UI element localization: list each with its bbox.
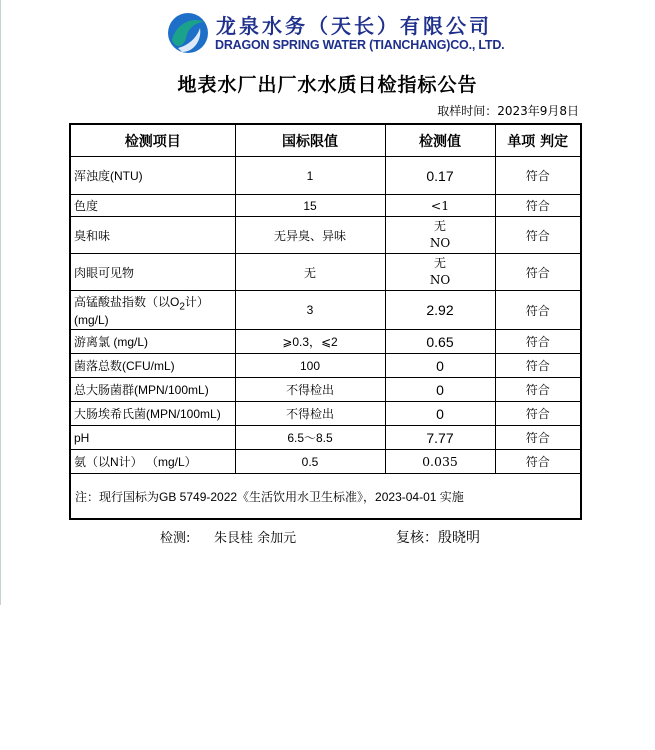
item-e-coli: 大肠埃希氏菌(MPN/100mL) [70, 402, 235, 426]
item-subscript: 2 [179, 301, 185, 313]
item-visible-matter: 肉眼可见物 [70, 254, 235, 291]
dragon-logo-icon [166, 10, 210, 56]
judge-cell: 符合 [495, 217, 581, 254]
item-chroma: 色度 [70, 195, 235, 217]
item-ammonia: 氨（以N计） （mg/L） [70, 450, 235, 474]
limit-cell: 无异臭、异味 [235, 217, 385, 254]
judge-cell: 符合 [495, 254, 581, 291]
table-row [70, 402, 581, 426]
item-text-end: 计） [184, 295, 209, 310]
header-item: 检测项目 [70, 124, 235, 157]
value-cn: 无 [433, 219, 446, 233]
limit-cell: 6.5～8.5 [235, 426, 385, 450]
value-cell: 0 [385, 378, 495, 402]
table-row [70, 254, 581, 291]
company-logo [166, 8, 505, 58]
limit-cell: 不得检出 [235, 402, 385, 426]
table-row [70, 426, 581, 450]
limit-cell: ⩾0.3，⩽2 [235, 330, 385, 354]
item-free-chlorine: 游离氯 (mg/L) [70, 330, 235, 354]
value-cell: 2.92 [385, 291, 495, 330]
table-row [70, 378, 581, 402]
limit-cell: 15 [235, 195, 385, 217]
sample-date: 取样时间：2023年9月8日 [437, 104, 579, 118]
company-name-cn: 龙泉水务（天长）有限公司 [216, 14, 492, 38]
limit-cell: 0.5 [235, 450, 385, 474]
value-en: NO [429, 236, 451, 250]
inspector-names: 朱艮桂 余加元 [214, 531, 297, 546]
table-row [70, 330, 581, 354]
water-quality-table [69, 123, 582, 520]
item-total-coliform: 总大肠菌群(MPN/100mL) [70, 378, 235, 402]
limit-cell: 1 [235, 157, 385, 195]
judge-cell: 符合 [495, 402, 581, 426]
header-judge: 单项 判定 [495, 124, 581, 157]
table-header-row [70, 124, 581, 157]
value-cell: 7.77 [385, 426, 495, 450]
item-permanganate [70, 291, 235, 330]
table-row [70, 195, 581, 217]
reviewer: 复核：殷晓明 [396, 530, 480, 546]
limit-cell: 无 [235, 254, 385, 291]
value-cell: <1 [385, 195, 495, 217]
table-row [70, 354, 581, 378]
value-cell: 0 [385, 354, 495, 378]
value-cell [385, 217, 495, 254]
item-ph: pH [70, 426, 235, 450]
limit-cell: 100 [235, 354, 385, 378]
table-row [70, 157, 581, 195]
item-turbidity: 浑浊度(NTU) [70, 157, 235, 195]
judge-cell: 符合 [495, 157, 581, 195]
value-cn: 无 [433, 256, 446, 270]
judge-cell: 符合 [495, 195, 581, 217]
table-row [70, 291, 581, 330]
value-cell [385, 254, 495, 291]
table-row [70, 450, 581, 474]
judge-cell: 符合 [495, 330, 581, 354]
item-text: 高锰酸盐指数（以O [74, 295, 180, 310]
value-cell: 0.035 [385, 450, 495, 474]
judge-cell: 符合 [495, 354, 581, 378]
value-cell: 0.17 [385, 157, 495, 195]
item-unit: (mg/L) [74, 312, 109, 327]
judge-cell: 符合 [495, 291, 581, 330]
note-row [70, 474, 581, 520]
table-row [70, 217, 581, 254]
item-odor: 臭和味 [70, 217, 235, 254]
page-title: 地表水厂出厂水水质日检指标公告 [177, 74, 478, 96]
header-value: 检测值 [385, 124, 495, 157]
judge-cell: 符合 [495, 378, 581, 402]
value-cell: 0 [385, 402, 495, 426]
company-name-en: DRAGON SPRING WATER (TIANCHANG)CO., LTD. [215, 38, 505, 52]
item-colony-count: 菌落总数(CFU/mL) [70, 354, 235, 378]
value-en: NO [429, 273, 451, 287]
value-cell: 0.65 [385, 330, 495, 354]
limit-cell: 不得检出 [235, 378, 385, 402]
judge-cell: 符合 [495, 450, 581, 474]
standard-note: 注：现行国标为GB 5749-2022《生活饮用水卫生标准》，2023-04-01 实施 [70, 474, 581, 520]
judge-cell: 符合 [495, 426, 581, 450]
header-limit: 国标限值 [235, 124, 385, 157]
inspect-label: 检测: [160, 531, 191, 546]
limit-cell: 3 [235, 291, 385, 330]
